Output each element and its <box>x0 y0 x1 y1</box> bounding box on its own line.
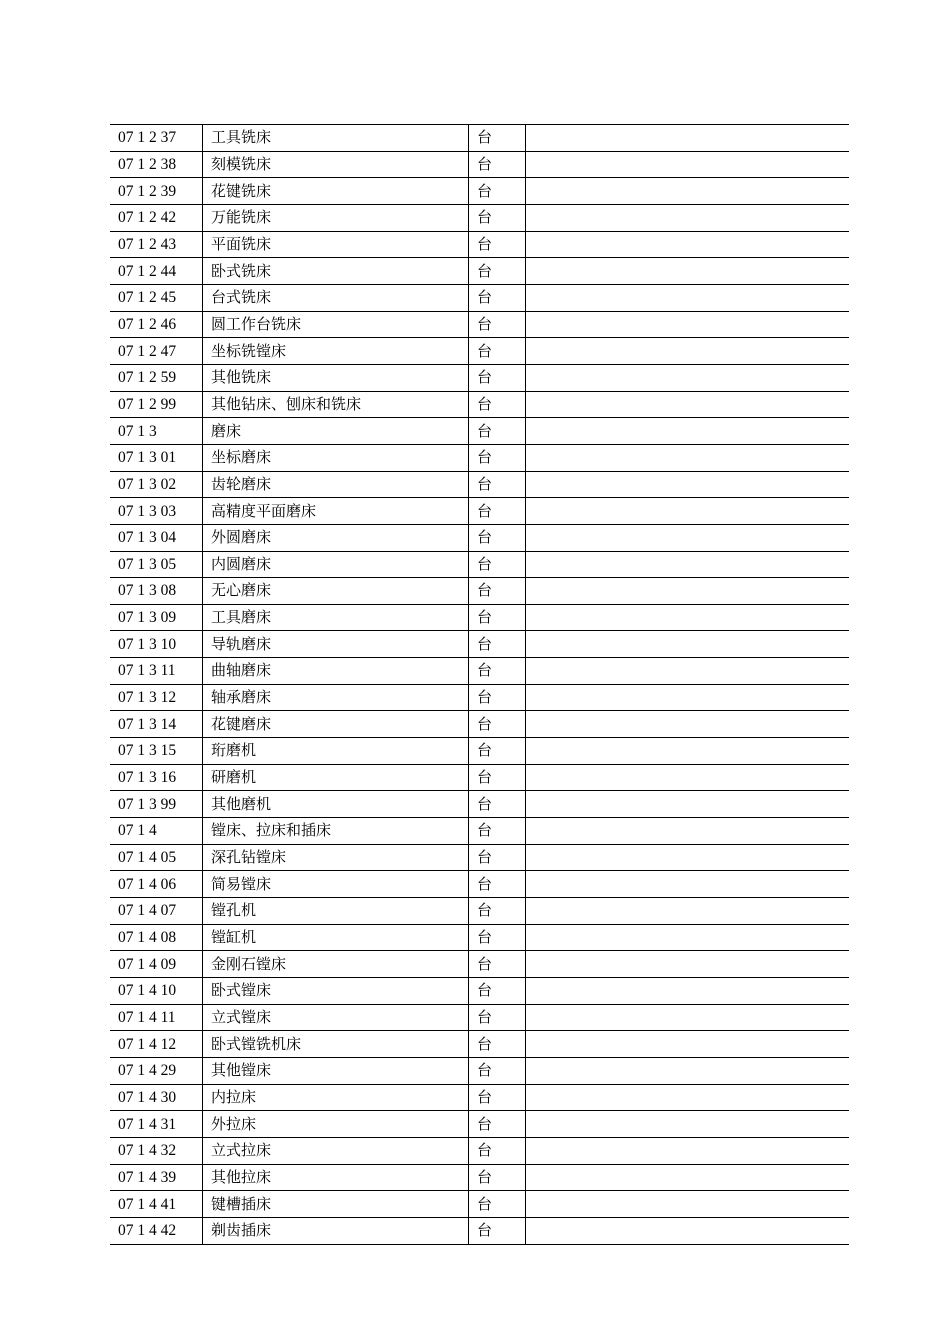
item-name-cell: 花键磨床 <box>203 711 469 738</box>
item-name-cell: 工具磨床 <box>203 604 469 631</box>
item-name-cell: 高精度平面磨床 <box>203 498 469 525</box>
item-code-cell: 07 1 2 44 <box>110 258 203 285</box>
item-name-cell: 坐标磨床 <box>203 444 469 471</box>
unit-cell: 台 <box>469 258 526 285</box>
unit-cell: 台 <box>469 1191 526 1218</box>
unit-cell: 台 <box>469 231 526 258</box>
unit-cell: 台 <box>469 178 526 205</box>
item-name-cell: 曲轴磨床 <box>203 658 469 685</box>
unit-cell: 台 <box>469 1217 526 1244</box>
note-cell <box>526 444 850 471</box>
item-code-cell: 07 1 3 08 <box>110 578 203 605</box>
item-name-cell: 镗缸机 <box>203 924 469 951</box>
item-name-cell: 坐标铣镗床 <box>203 338 469 365</box>
note-cell <box>526 604 850 631</box>
equipment-catalog-table <box>110 124 849 1245</box>
table-row <box>110 551 849 578</box>
item-name-cell: 立式拉床 <box>203 1137 469 1164</box>
note-cell <box>526 1057 850 1084</box>
unit-cell: 台 <box>469 1164 526 1191</box>
unit-cell: 台 <box>469 524 526 551</box>
item-code-cell: 07 1 4 08 <box>110 924 203 951</box>
table-row <box>110 818 849 845</box>
table-row <box>110 658 849 685</box>
unit-cell: 台 <box>469 551 526 578</box>
note-cell <box>526 738 850 765</box>
item-code-cell: 07 1 2 45 <box>110 284 203 311</box>
note-cell <box>526 231 850 258</box>
unit-cell: 台 <box>469 391 526 418</box>
item-code-cell: 07 1 4 10 <box>110 978 203 1005</box>
note-cell <box>526 871 850 898</box>
table-row <box>110 231 849 258</box>
unit-cell: 台 <box>469 498 526 525</box>
note-cell <box>526 1111 850 1138</box>
item-code-cell: 07 1 4 <box>110 818 203 845</box>
note-cell <box>526 1217 850 1244</box>
note-cell <box>526 1031 850 1058</box>
table-row <box>110 1164 849 1191</box>
note-cell <box>526 818 850 845</box>
table-row <box>110 1057 849 1084</box>
table-row <box>110 524 849 551</box>
item-code-cell: 07 1 3 99 <box>110 791 203 818</box>
item-code-cell: 07 1 3 12 <box>110 684 203 711</box>
item-name-cell: 简易镗床 <box>203 871 469 898</box>
unit-cell: 台 <box>469 898 526 925</box>
unit-cell: 台 <box>469 578 526 605</box>
note-cell <box>526 684 850 711</box>
table-row <box>110 1031 849 1058</box>
item-name-cell: 齿轮磨床 <box>203 471 469 498</box>
table-row <box>110 711 849 738</box>
item-code-cell: 07 1 2 99 <box>110 391 203 418</box>
item-code-cell: 07 1 3 15 <box>110 738 203 765</box>
item-name-cell: 深孔钻镗床 <box>203 844 469 871</box>
table-row <box>110 791 849 818</box>
note-cell <box>526 1137 850 1164</box>
table-row <box>110 1111 849 1138</box>
item-name-cell: 刻模铣床 <box>203 151 469 178</box>
table-row <box>110 1084 849 1111</box>
table-row <box>110 1137 849 1164</box>
table-row <box>110 951 849 978</box>
unit-cell: 台 <box>469 871 526 898</box>
unit-cell: 台 <box>469 658 526 685</box>
table-row <box>110 684 849 711</box>
item-code-cell: 07 1 3 09 <box>110 604 203 631</box>
item-code-cell: 07 1 4 30 <box>110 1084 203 1111</box>
item-name-cell: 无心磨床 <box>203 578 469 605</box>
item-name-cell: 平面铣床 <box>203 231 469 258</box>
item-code-cell: 07 1 4 42 <box>110 1217 203 1244</box>
item-code-cell: 07 1 4 12 <box>110 1031 203 1058</box>
item-code-cell: 07 1 4 32 <box>110 1137 203 1164</box>
note-cell <box>526 151 850 178</box>
table-row <box>110 391 849 418</box>
table-row <box>110 1004 849 1031</box>
item-name-cell: 磨床 <box>203 418 469 445</box>
table-row <box>110 631 849 658</box>
unit-cell: 台 <box>469 471 526 498</box>
unit-cell: 台 <box>469 738 526 765</box>
note-cell <box>526 1191 850 1218</box>
item-name-cell: 卧式镗床 <box>203 978 469 1005</box>
unit-cell: 台 <box>469 924 526 951</box>
catalog-page <box>110 124 849 1245</box>
unit-cell: 台 <box>469 764 526 791</box>
item-code-cell: 07 1 3 <box>110 418 203 445</box>
note-cell <box>526 898 850 925</box>
table-row <box>110 338 849 365</box>
unit-cell: 台 <box>469 418 526 445</box>
table-row <box>110 311 849 338</box>
unit-cell: 台 <box>469 684 526 711</box>
item-name-cell: 卧式铣床 <box>203 258 469 285</box>
note-cell <box>526 471 850 498</box>
table-row <box>110 924 849 951</box>
table-row <box>110 898 849 925</box>
unit-cell: 台 <box>469 1031 526 1058</box>
item-name-cell: 外圆磨床 <box>203 524 469 551</box>
note-cell <box>526 1164 850 1191</box>
item-code-cell: 07 1 4 06 <box>110 871 203 898</box>
note-cell <box>526 951 850 978</box>
item-name-cell: 导轨磨床 <box>203 631 469 658</box>
table-row <box>110 178 849 205</box>
unit-cell: 台 <box>469 951 526 978</box>
table-row <box>110 604 849 631</box>
item-code-cell: 07 1 3 02 <box>110 471 203 498</box>
note-cell <box>526 364 850 391</box>
note-cell <box>526 658 850 685</box>
item-name-cell: 圆工作台铣床 <box>203 311 469 338</box>
item-name-cell: 外拉床 <box>203 1111 469 1138</box>
unit-cell: 台 <box>469 844 526 871</box>
note-cell <box>526 284 850 311</box>
note-cell <box>526 524 850 551</box>
table-row <box>110 125 849 152</box>
table-row <box>110 844 849 871</box>
item-name-cell: 剃齿插床 <box>203 1217 469 1244</box>
note-cell <box>526 258 850 285</box>
note-cell <box>526 311 850 338</box>
item-code-cell: 07 1 4 09 <box>110 951 203 978</box>
item-name-cell: 内圆磨床 <box>203 551 469 578</box>
note-cell <box>526 551 850 578</box>
item-code-cell: 07 1 3 14 <box>110 711 203 738</box>
item-name-cell: 轴承磨床 <box>203 684 469 711</box>
note-cell <box>526 178 850 205</box>
note-cell <box>526 924 850 951</box>
table-row <box>110 978 849 1005</box>
item-code-cell: 07 1 2 46 <box>110 311 203 338</box>
item-name-cell: 工具铣床 <box>203 125 469 152</box>
item-code-cell: 07 1 4 07 <box>110 898 203 925</box>
item-code-cell: 07 1 2 39 <box>110 178 203 205</box>
item-name-cell: 花键铣床 <box>203 178 469 205</box>
item-name-cell: 镗孔机 <box>203 898 469 925</box>
item-name-cell: 立式镗床 <box>203 1004 469 1031</box>
note-cell <box>526 978 850 1005</box>
unit-cell: 台 <box>469 604 526 631</box>
item-code-cell: 07 1 4 11 <box>110 1004 203 1031</box>
item-code-cell: 07 1 4 39 <box>110 1164 203 1191</box>
unit-cell: 台 <box>469 631 526 658</box>
item-code-cell: 07 1 2 47 <box>110 338 203 365</box>
table-row <box>110 871 849 898</box>
item-name-cell: 万能铣床 <box>203 204 469 231</box>
table-row <box>110 204 849 231</box>
item-code-cell: 07 1 2 37 <box>110 125 203 152</box>
item-name-cell: 内拉床 <box>203 1084 469 1111</box>
item-code-cell: 07 1 4 05 <box>110 844 203 871</box>
unit-cell: 台 <box>469 1111 526 1138</box>
item-name-cell: 研磨机 <box>203 764 469 791</box>
unit-cell: 台 <box>469 444 526 471</box>
note-cell <box>526 418 850 445</box>
table-row <box>110 1217 849 1244</box>
table-row <box>110 444 849 471</box>
unit-cell: 台 <box>469 311 526 338</box>
note-cell <box>526 764 850 791</box>
item-name-cell: 镗床、拉床和插床 <box>203 818 469 845</box>
unit-cell: 台 <box>469 978 526 1005</box>
item-name-cell: 其他镗床 <box>203 1057 469 1084</box>
note-cell <box>526 844 850 871</box>
unit-cell: 台 <box>469 711 526 738</box>
table-row <box>110 1191 849 1218</box>
item-code-cell: 07 1 3 11 <box>110 658 203 685</box>
item-code-cell: 07 1 3 10 <box>110 631 203 658</box>
item-name-cell: 珩磨机 <box>203 738 469 765</box>
item-name-cell: 其他钻床、刨床和铣床 <box>203 391 469 418</box>
item-name-cell: 其他铣床 <box>203 364 469 391</box>
item-code-cell: 07 1 4 31 <box>110 1111 203 1138</box>
table-row <box>110 284 849 311</box>
unit-cell: 台 <box>469 151 526 178</box>
note-cell <box>526 204 850 231</box>
note-cell <box>526 711 850 738</box>
note-cell <box>526 125 850 152</box>
item-name-cell: 卧式镗铣机床 <box>203 1031 469 1058</box>
unit-cell: 台 <box>469 791 526 818</box>
table-row <box>110 258 849 285</box>
unit-cell: 台 <box>469 1137 526 1164</box>
item-name-cell: 台式铣床 <box>203 284 469 311</box>
item-code-cell: 07 1 3 01 <box>110 444 203 471</box>
item-code-cell: 07 1 2 43 <box>110 231 203 258</box>
item-code-cell: 07 1 3 04 <box>110 524 203 551</box>
note-cell <box>526 631 850 658</box>
item-name-cell: 其他拉床 <box>203 1164 469 1191</box>
table-row <box>110 764 849 791</box>
note-cell <box>526 578 850 605</box>
table-row <box>110 498 849 525</box>
note-cell <box>526 1004 850 1031</box>
unit-cell: 台 <box>469 338 526 365</box>
table-row <box>110 578 849 605</box>
table-row <box>110 364 849 391</box>
table-row <box>110 151 849 178</box>
unit-cell: 台 <box>469 818 526 845</box>
note-cell <box>526 1084 850 1111</box>
unit-cell: 台 <box>469 284 526 311</box>
note-cell <box>526 498 850 525</box>
unit-cell: 台 <box>469 364 526 391</box>
note-cell <box>526 338 850 365</box>
item-name-cell: 其他磨机 <box>203 791 469 818</box>
unit-cell: 台 <box>469 1084 526 1111</box>
item-code-cell: 07 1 3 16 <box>110 764 203 791</box>
item-code-cell: 07 1 4 41 <box>110 1191 203 1218</box>
item-code-cell: 07 1 2 59 <box>110 364 203 391</box>
table-row <box>110 418 849 445</box>
item-code-cell: 07 1 3 05 <box>110 551 203 578</box>
item-name-cell: 键槽插床 <box>203 1191 469 1218</box>
item-code-cell: 07 1 2 38 <box>110 151 203 178</box>
table-row <box>110 738 849 765</box>
unit-cell: 台 <box>469 125 526 152</box>
item-name-cell: 金刚石镗床 <box>203 951 469 978</box>
note-cell <box>526 391 850 418</box>
note-cell <box>526 791 850 818</box>
unit-cell: 台 <box>469 204 526 231</box>
item-code-cell: 07 1 3 03 <box>110 498 203 525</box>
unit-cell: 台 <box>469 1057 526 1084</box>
catalog-table-body <box>110 125 849 1245</box>
item-code-cell: 07 1 2 42 <box>110 204 203 231</box>
unit-cell: 台 <box>469 1004 526 1031</box>
table-row <box>110 471 849 498</box>
item-code-cell: 07 1 4 29 <box>110 1057 203 1084</box>
